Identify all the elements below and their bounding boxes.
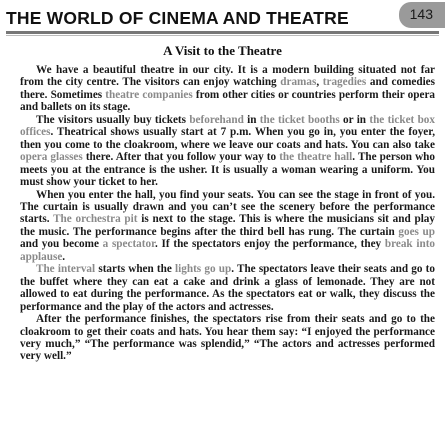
text-run: We have a beautiful theatre in our city. It is a modern building situated not far from the city centre. The visitors can enjoy watching	[20, 64, 435, 89]
vocabulary-term: the theatre hall	[279, 151, 353, 164]
vocabulary-term: beforehand	[189, 113, 244, 126]
paragraph-4	[20, 263, 435, 313]
page-number: 143	[409, 6, 433, 22]
vocabulary-term: break into applause	[20, 238, 436, 263]
text-run: there. After that you follow your way to	[82, 151, 280, 164]
text-run: from other cities or countries perform their opera and ballets on its stage.	[20, 88, 436, 114]
header-rule	[6, 31, 439, 34]
text-run: . The person who meets you at the entrance is the usher. It is usually a woman wearing a uniform. You must show your ticket to her.	[20, 151, 435, 189]
text-run: and comedies there. Sometimes	[20, 76, 436, 101]
article-body	[20, 64, 435, 363]
vocabulary-term: opera glasses	[20, 151, 83, 164]
vocabulary-term: a spectator	[102, 238, 156, 251]
vocabulary-term: The interval	[36, 263, 96, 276]
header-rule-thin	[6, 35, 439, 36]
chapter-title: THE WORLD OF CINEMA AND THEATRE	[6, 8, 349, 28]
paragraph-2	[20, 114, 435, 189]
vocabulary-term: the ticket booths	[259, 113, 340, 126]
vocabulary-term: lights go up	[175, 263, 232, 276]
text-run: . If the spectators enjoy the performance, they	[155, 238, 385, 251]
vocabulary-term: tragedies	[322, 76, 367, 89]
page-header	[0, 0, 445, 36]
vocabulary-term: goes up	[398, 225, 435, 238]
section-title: A Visit to the Theatre	[163, 43, 282, 58]
text-run: starts when the	[95, 263, 176, 276]
text-run: The visitors usually buy tickets	[36, 113, 190, 126]
text-run: is next to the stage. This is where the musicians sit and play the music. The performance begins after the third bell has rung. The curtain	[20, 213, 435, 238]
text-run: or in	[339, 113, 370, 126]
text-run: ,	[316, 76, 323, 89]
text-run: and you become	[20, 238, 103, 251]
text-run: . The spectators leave their seats and go to the buffet where they can eat a cake and drink a glass of lemonade. They are not allowed to eat during the performance. As the spectators eat or walk, they discuss the performance and the play of the actors and actresses.	[20, 263, 436, 313]
vocabulary-term: theatre companies	[105, 88, 193, 101]
paragraph-3	[20, 189, 435, 264]
text-run: After the performance finishes, the spectators rise from their seats and go to the cloakroom to get their coats and hats. You hear them say: “I enjoyed the performance very much,” “The performance was splendid,” “The actors and actresses performed very well.”	[20, 313, 435, 363]
text-run: . Theatrical shows usually start at 7 p.m. When you go in, you enter the foyer, then you come to the cloakroom, where we leave our coats and hats. You can also take	[20, 126, 435, 151]
vocabulary-term: The orchestra pit	[53, 213, 138, 226]
text-run: in	[243, 113, 260, 126]
text-run: .	[62, 250, 66, 263]
paragraph-1	[20, 64, 435, 114]
vocabulary-term: the ticket box offices	[20, 113, 435, 139]
vocabulary-term: dramas	[280, 76, 317, 89]
text-run: When you enter the hall, you find your seats. You can see the stage in front of you. The curtain is usually drawn and you can’t see the scenery before the performance starts.	[20, 188, 435, 226]
paragraph-5	[20, 313, 435, 363]
